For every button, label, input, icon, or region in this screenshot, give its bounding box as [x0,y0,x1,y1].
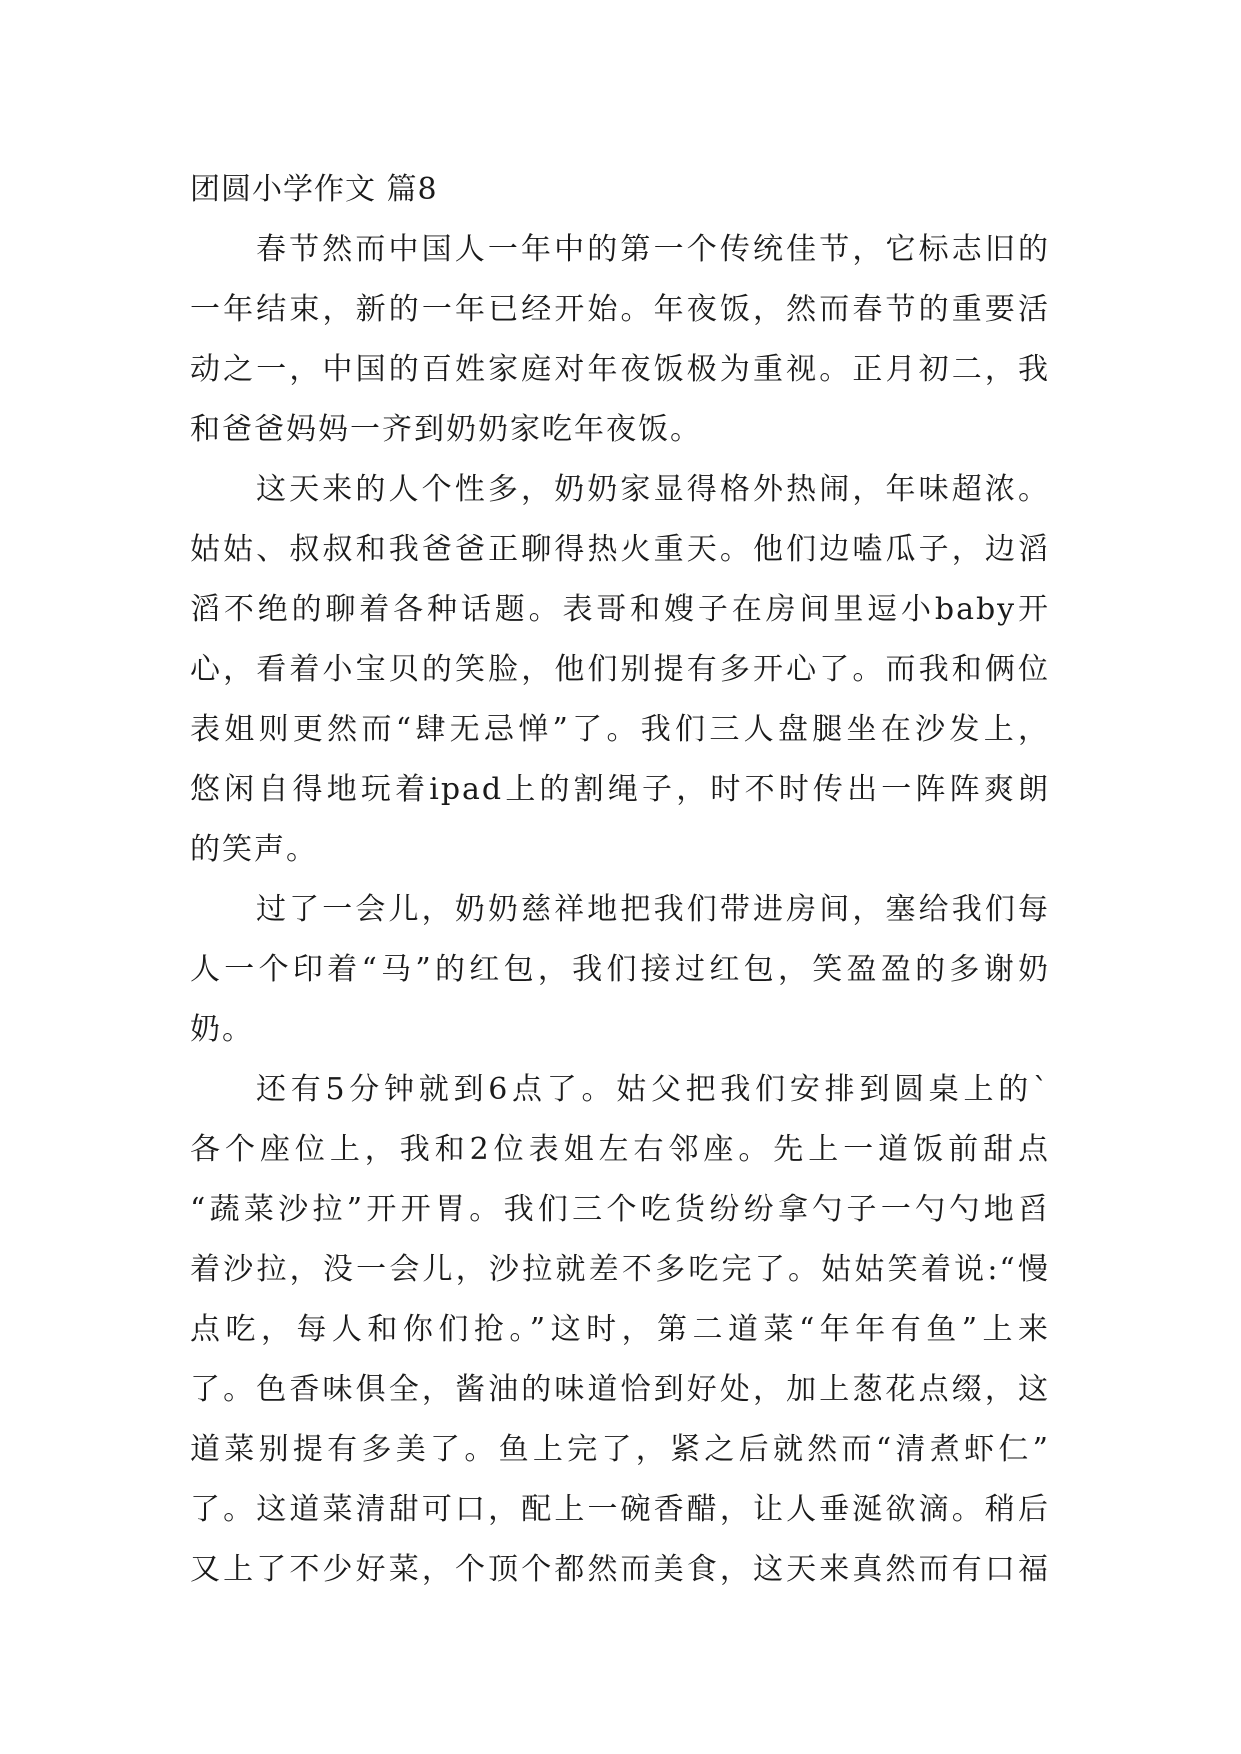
paragraph-2 [190,460,1050,880]
paragraph-1 [190,220,1050,460]
text-line: “蔬菜沙拉”开开胃。我们三个吃货纷纷拿勺子一勺勺地舀 [190,1192,1050,1227]
document-page [190,160,1050,1600]
text-line: 春节然而中国人一年中的第一个传统佳节，它标志旧的 [256,232,1050,267]
text-line: 奶。 [190,1012,254,1047]
text-line: 的笑声。 [190,832,318,867]
text-line: 人一个印着“马”的红包，我们接过红包，笑盈盈的多谢奶 [190,952,1050,987]
text-line: 还有5分钟就到6点了。姑父把我们安排到圆桌上的` [256,1072,1050,1107]
text-line: 了。这道菜清甜可口，配上一碗香醋，让人垂涎欲滴。稍后 [190,1492,1050,1527]
text-line: 点吃，每人和你们抢。”这时，第二道菜“年年有鱼”上来 [190,1312,1050,1347]
text-line: 过了一会儿，奶奶慈祥地把我们带进房间，塞给我们每 [256,892,1050,927]
text-line: 滔不绝的聊着各种话题。表哥和嫂子在房间里逗小baby开 [190,592,1050,627]
text-line: 一年结束，新的一年已经开始。年夜饭，然而春节的重要活 [190,292,1050,327]
text-line: 心，看着小宝贝的笑脸，他们别提有多开心了。而我和俩位 [190,652,1050,687]
paragraph-3 [190,880,1050,1060]
text-line: 又上了不少好菜，个顶个都然而美食，这天来真然而有口福 [190,1552,1050,1587]
text-line: 和爸爸妈妈一齐到奶奶家吃年夜饭。 [190,412,702,447]
text-line: 姑姑、叔叔和我爸爸正聊得热火重天。他们边嗑瓜子，边滔 [190,532,1050,567]
text-line: 各个座位上，我和2位表姐左右邻座。先上一道饭前甜点 [190,1132,1050,1167]
text-line: 这天来的人个性多，奶奶家显得格外热闹，年味超浓。 [256,472,1050,507]
paragraph-4 [190,1060,1050,1600]
text-line: 着沙拉，没一会儿，沙拉就差不多吃完了。姑姑笑着说:“慢 [190,1252,1050,1287]
text-line: 表姐则更然而“肆无忌惮”了。我们三人盘腿坐在沙发上， [190,712,1050,747]
text-line: 了。色香味俱全，酱油的味道恰到好处，加上葱花点缀，这 [190,1372,1050,1407]
text-line: 悠闲自得地玩着ipad上的割绳子，时不时传出一阵阵爽朗 [190,772,1050,807]
text-line: 动之一，中国的百姓家庭对年夜饭极为重视。正月初二，我 [190,352,1050,387]
text-line: 道菜别提有多美了。鱼上完了，紧之后就然而“清煮虾仁” [190,1432,1050,1467]
document-title: 团圆小学作文 篇8 [190,172,438,207]
